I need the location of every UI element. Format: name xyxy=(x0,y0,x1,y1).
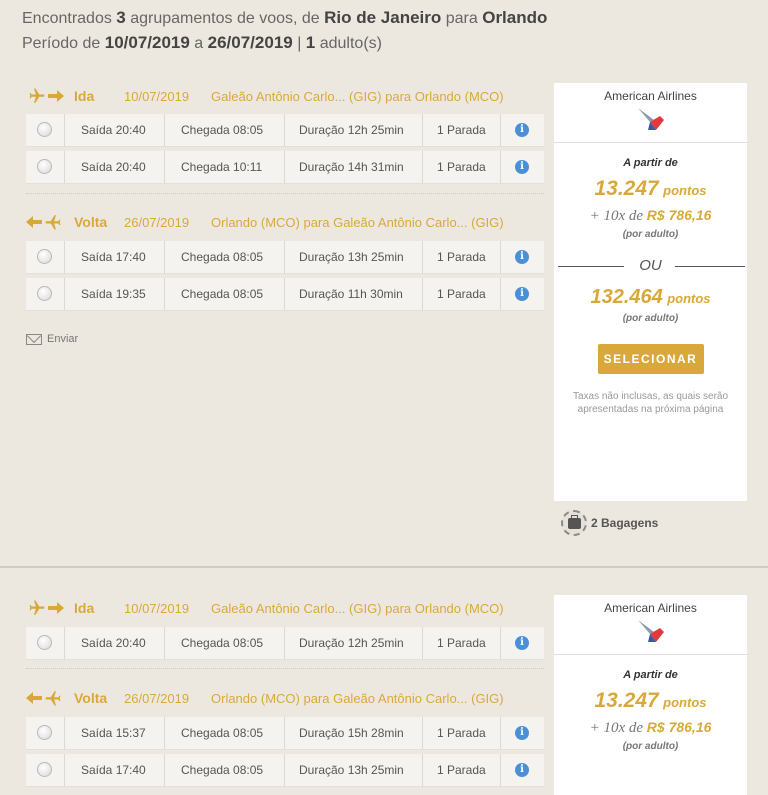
installment-prefix: + 10x de xyxy=(589,720,644,736)
summary-prefix: Encontrados xyxy=(22,10,112,27)
leg-divider xyxy=(26,668,544,669)
leg-route: Galeão Antônio Carlo... (GIG) para Orlando (MCO) xyxy=(211,600,504,616)
flight-radio[interactable] xyxy=(37,159,52,174)
flight-row[interactable] xyxy=(26,241,544,274)
send-link[interactable] xyxy=(26,333,78,345)
info-icon[interactable]: i xyxy=(515,160,529,174)
info-icon[interactable]: i xyxy=(515,250,529,264)
flight-row[interactable] xyxy=(26,278,544,311)
stops: 1 Parada xyxy=(437,287,486,301)
stops: 1 Parada xyxy=(437,160,486,174)
return-leg-header xyxy=(26,686,504,710)
plane-icon xyxy=(42,213,64,231)
departure-time: Saída 15:37 xyxy=(81,726,146,740)
leg-date: 26/07/2019 xyxy=(124,214,190,230)
flight-duration: Duração 12h 25min xyxy=(299,636,404,650)
flight-row[interactable] xyxy=(26,114,544,147)
leg-route: Galeão Antônio Carlo... (GIG) para Orlando (MCO) xyxy=(211,88,504,104)
leg-route: Orlando (MCO) para Galeão Antônio Carlo... (GIG) xyxy=(211,214,504,230)
destination-city: Orlando xyxy=(482,8,548,27)
installment-price xyxy=(554,719,747,737)
leg-direction: Ida xyxy=(74,600,95,616)
american-airlines-logo xyxy=(636,106,666,134)
flight-row[interactable] xyxy=(26,717,544,750)
points-value: 13.247 xyxy=(594,177,659,200)
period-label: Período de xyxy=(22,35,101,52)
flight-duration: Duração 12h 25min xyxy=(299,123,404,137)
plane-icon xyxy=(26,599,48,617)
arrow-left-icon xyxy=(26,691,42,705)
departure-time: Saída 20:40 xyxy=(81,160,146,174)
installment-value: R$ 786,16 xyxy=(646,207,712,223)
installment-prefix: + 10x de xyxy=(589,208,644,224)
arrival-time: Chegada 10:11 xyxy=(181,160,263,174)
outbound-leg-header xyxy=(26,84,504,108)
installment-price xyxy=(554,207,747,225)
flight-radio[interactable] xyxy=(37,725,52,740)
departure-time: Saída 17:40 xyxy=(81,250,146,264)
select-button[interactable]: SELECIONAR xyxy=(598,344,704,374)
send-label: Enviar xyxy=(47,333,79,345)
group-separator xyxy=(0,566,768,568)
flight-row[interactable] xyxy=(26,151,544,184)
stops: 1 Parada xyxy=(437,726,486,740)
arrival-time: Chegada 08:05 xyxy=(181,763,264,777)
arrival-time: Chegada 08:05 xyxy=(181,287,264,301)
or-divider xyxy=(554,256,747,276)
search-summary xyxy=(22,6,547,56)
plane-icon xyxy=(26,87,48,105)
arrival-time: Chegada 08:05 xyxy=(181,636,264,650)
starting-from-label: A partir de xyxy=(623,157,678,169)
flight-radio[interactable] xyxy=(37,286,52,301)
luggage-icon xyxy=(561,510,587,536)
leg-direction: Volta xyxy=(74,214,108,230)
points-value: 13.247 xyxy=(594,689,659,712)
flight-duration: Duração 15h 28min xyxy=(299,726,404,740)
stops: 1 Parada xyxy=(437,123,486,137)
summary-line-1 xyxy=(22,6,547,31)
return-leg-header xyxy=(26,210,504,234)
starting-from-label: A partir de xyxy=(623,669,678,681)
info-icon[interactable]: i xyxy=(515,287,529,301)
airline-header xyxy=(554,83,747,143)
summary-mid: agrupamentos de voos, de xyxy=(130,10,320,27)
points-price xyxy=(554,689,747,713)
period-separator: | xyxy=(297,35,302,52)
per-adult-note: (por adulto) xyxy=(622,229,679,240)
leg-direction: Ida xyxy=(74,88,95,104)
departure-time: Saída 20:40 xyxy=(81,123,146,137)
leg-date: 10/07/2019 xyxy=(124,600,190,616)
offer-card xyxy=(554,83,747,501)
arrow-right-icon xyxy=(48,89,64,103)
summary-para: para xyxy=(445,10,478,27)
info-icon[interactable]: i xyxy=(515,123,529,137)
airline-name: American Airlines xyxy=(604,601,697,615)
arrival-time: Chegada 08:05 xyxy=(181,250,264,264)
per-adult-note: (por adulto) xyxy=(622,741,679,752)
flight-row[interactable] xyxy=(26,627,544,660)
leg-route: Orlando (MCO) para Galeão Antônio Carlo... (GIG) xyxy=(211,690,504,706)
baggage-label: 2 Bagagens xyxy=(591,516,659,530)
baggage-info xyxy=(561,510,658,536)
arrival-time: Chegada 08:05 xyxy=(181,123,264,137)
leg-divider xyxy=(26,193,544,194)
arrow-right-icon xyxy=(48,601,64,615)
flight-radio[interactable] xyxy=(37,635,52,650)
departure-time: Saída 20:40 xyxy=(81,636,146,650)
stops: 1 Parada xyxy=(437,763,486,777)
offer-card xyxy=(554,595,747,795)
info-icon[interactable]: i xyxy=(515,763,529,777)
departure-time: Saída 17:40 xyxy=(81,763,146,777)
arrival-time: Chegada 08:05 xyxy=(181,726,264,740)
flight-duration: Duração 13h 25min xyxy=(299,763,404,777)
end-date: 26/07/2019 xyxy=(207,33,293,52)
or-label: OU xyxy=(639,257,662,274)
leg-direction: Volta xyxy=(74,690,108,706)
flight-duration: Duração 13h 25min xyxy=(299,250,404,264)
period-connector: a xyxy=(194,35,204,52)
stops: 1 Parada xyxy=(437,250,486,264)
leg-date: 10/07/2019 xyxy=(124,88,190,104)
flight-duration: Duração 14h 31min xyxy=(299,160,404,174)
stops: 1 Parada xyxy=(437,636,486,650)
installment-value: R$ 786,16 xyxy=(646,719,712,735)
flight-radio[interactable] xyxy=(37,249,52,264)
points-only-price xyxy=(554,286,747,309)
start-date: 10/07/2019 xyxy=(104,33,190,52)
summary-line-2 xyxy=(22,31,547,56)
origin-city: Rio de Janeiro xyxy=(324,8,442,27)
points-price xyxy=(554,177,747,201)
points-unit: pontos xyxy=(663,183,707,198)
airline-name: American Airlines xyxy=(604,89,697,103)
info-icon[interactable]: i xyxy=(515,726,529,740)
taxes-note: Taxas não inclusas, as quais serão apresentadas na próxima página xyxy=(572,391,729,415)
adults-label: adulto(s) xyxy=(319,35,382,52)
leg-date: 26/07/2019 xyxy=(124,690,190,706)
points-unit: pontos xyxy=(663,695,707,710)
departure-time: Saída 19:35 xyxy=(81,287,146,301)
airline-header xyxy=(554,595,747,655)
flight-radio[interactable] xyxy=(37,762,52,777)
flight-row[interactable] xyxy=(26,754,544,787)
outbound-leg-header xyxy=(26,596,504,620)
american-airlines-logo xyxy=(636,618,666,646)
points-only-value: 132.464 xyxy=(590,286,663,308)
flight-duration: Duração 11h 30min xyxy=(299,287,403,301)
result-count: 3 xyxy=(116,8,126,27)
envelope-icon xyxy=(26,334,42,345)
arrow-left-icon xyxy=(26,215,42,229)
plane-icon xyxy=(42,689,64,707)
info-icon[interactable]: i xyxy=(515,636,529,650)
flight-radio[interactable] xyxy=(37,122,52,137)
adults-count: 1 xyxy=(305,33,316,52)
points-only-unit: pontos xyxy=(667,291,711,306)
per-adult-note: (por adulto) xyxy=(622,313,679,324)
